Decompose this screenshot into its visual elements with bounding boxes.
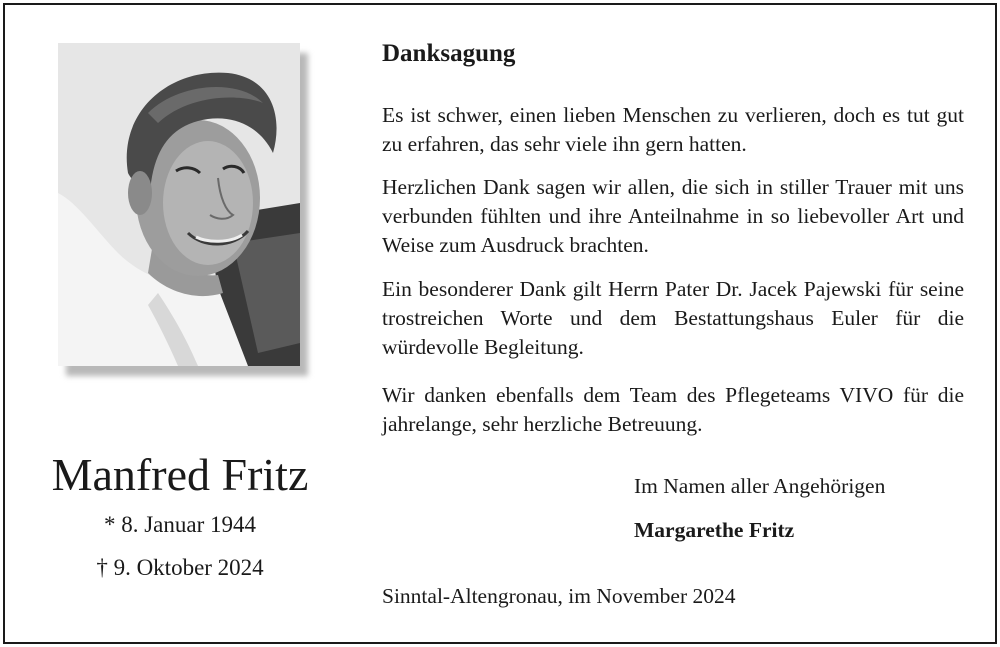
birth-date: * 8. Januar 1944 [103,512,257,537]
paragraph-4: Wir danken ebenfalls dem Team des Pflegeteams VIVO für die jahrelange, sehr herzliche Betreuung. [382,383,964,436]
paragraph-2: Herzlichen Dank sagen wir allen, die sich in stiller Trauer mit uns verbunden fühlten und ihre Anteilnahme in so liebevoller Art und Weise zum Ausdruck brachten. [382,175,964,257]
portrait-image [58,43,300,366]
paragraph-3: Ein besonderer Dank gilt Herrn Pater Dr. Jacek Pajewski für seine trostreichen Worte und dem Bestattungshaus Euler für die würdevolle Begleitung. [382,277,964,359]
signature-name: Margarethe Fritz [634,518,795,542]
signature-intro: Im Namen aller Angehörigen [634,474,886,498]
paragraph-1: Es ist schwer, einen lieben Menschen zu verlieren, doch es tut gut zu erfahren, das sehr viele ihn gern hatten. [382,103,964,156]
place-date: Sinntal-Altengronau, im November 2024 [382,584,736,608]
deceased-name: Manfred Fritz [51,449,309,500]
death-date: † 9. Oktober 2024 [96,555,264,580]
notice-heading: Danksagung [382,40,516,67]
portrait-photo [58,43,300,366]
